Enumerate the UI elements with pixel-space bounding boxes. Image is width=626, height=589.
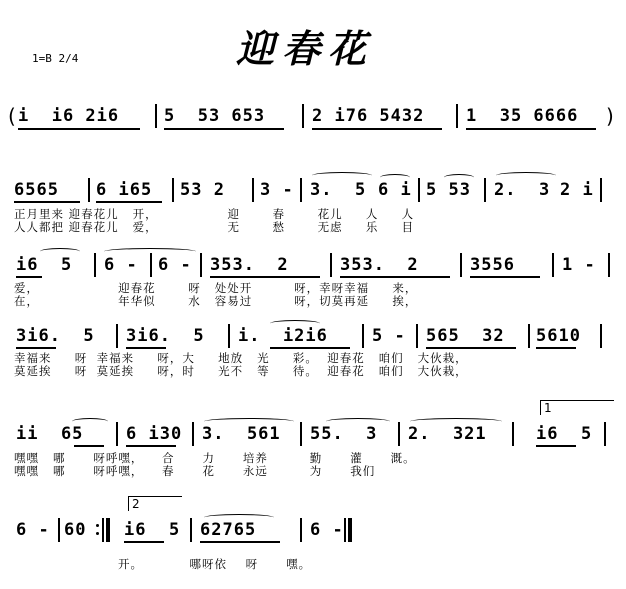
note-group: 353. 2	[210, 255, 289, 275]
note-group: 2 i76 5432	[312, 106, 425, 126]
bar-line	[552, 253, 554, 277]
note-group: 6565	[14, 180, 59, 200]
beam	[18, 128, 140, 130]
slur	[104, 248, 196, 255]
bar-line	[155, 104, 157, 128]
slur	[380, 174, 410, 181]
beam	[16, 276, 42, 278]
bar-line	[172, 178, 174, 202]
bar-line	[94, 253, 96, 277]
note-group: 3. 5	[310, 180, 367, 200]
beam	[74, 445, 104, 447]
lyrics-verse2: 人人都把 迎春花儿 爱， 无 愁 无虑 乐 目	[14, 220, 415, 234]
bar-line	[600, 178, 602, 202]
note-group: 6 -	[16, 520, 50, 540]
bar-line	[344, 518, 346, 542]
note-group: i. i2i6	[238, 326, 328, 346]
note-group: 5 -	[372, 326, 406, 346]
slur	[204, 514, 274, 521]
beam	[312, 128, 442, 130]
note-group: 1 35 6666	[466, 106, 579, 126]
repeat-bar	[106, 518, 110, 542]
beam	[124, 541, 164, 543]
slur	[204, 418, 294, 425]
bar-line	[150, 253, 152, 277]
bar-line	[512, 422, 514, 446]
note-group: ii 65	[16, 424, 84, 444]
bar-line	[102, 518, 104, 542]
bar-line	[200, 253, 202, 277]
beam	[210, 276, 320, 278]
note-group: 2. 3	[494, 180, 551, 200]
beam	[270, 347, 350, 349]
final-bar	[348, 518, 352, 542]
bar-line	[416, 324, 418, 348]
beam	[340, 276, 450, 278]
note-group: 55. 3	[310, 424, 378, 444]
bar-line	[484, 178, 486, 202]
lyrics-verse1: 幸福来 呀 幸福来 呀，大 地放 光 彩。 迎春花 咱们 大伙栽，	[14, 351, 468, 365]
slur	[72, 418, 108, 425]
repeat-dot	[96, 532, 99, 535]
repeat-paren-right: )	[606, 104, 614, 128]
note-group: 6 i30	[126, 424, 183, 444]
note-group: 53 2	[180, 180, 225, 200]
song-title: 迎春花	[236, 26, 375, 71]
note-group: 3556	[470, 255, 515, 275]
bar-line	[600, 324, 602, 348]
note-group: 3i6. 5	[126, 326, 205, 346]
slur	[312, 172, 372, 179]
bar-line	[58, 518, 60, 542]
note-group: 62765	[200, 520, 257, 540]
note-group: 6 -	[158, 255, 192, 275]
note-group: 3i6. 5	[16, 326, 95, 346]
bar-line	[300, 518, 302, 542]
note-group: 565 32	[426, 326, 505, 346]
beam	[126, 445, 176, 447]
note-group: 2. 321	[408, 424, 487, 444]
note-group: i6 5	[536, 424, 593, 444]
bar-line	[300, 178, 302, 202]
bar-line	[418, 178, 420, 202]
note-group: 60	[64, 520, 87, 540]
note-group: 2 i	[560, 180, 594, 200]
note-group: 6 i	[378, 180, 412, 200]
bar-line	[528, 324, 530, 348]
beam	[426, 347, 516, 349]
volta-bracket-2: 2	[128, 496, 182, 511]
beam	[466, 128, 596, 130]
bar-line	[604, 422, 606, 446]
beam	[470, 276, 540, 278]
note-group: 6 -	[310, 520, 344, 540]
repeat-paren-left: (	[8, 104, 16, 128]
bar-line	[190, 518, 192, 542]
bar-line	[228, 324, 230, 348]
note-group: 1 -	[562, 255, 596, 275]
bar-line	[88, 178, 90, 202]
note-group: 3. 561	[202, 424, 281, 444]
volta-bracket-1: 1	[540, 400, 614, 415]
note-group: 5610	[536, 326, 581, 346]
bar-line	[252, 178, 254, 202]
note-group: 5 53 653	[164, 106, 266, 126]
note-group: i6 5	[16, 255, 73, 275]
slur	[410, 418, 502, 425]
slur	[270, 320, 320, 327]
slur	[496, 172, 556, 179]
note-group: i i6 2i6	[18, 106, 120, 126]
key-signature: 1=B 2/4	[32, 52, 79, 65]
note-group: 6 i65	[96, 180, 153, 200]
bar-line	[460, 253, 462, 277]
beam	[96, 201, 162, 203]
slur	[326, 418, 390, 425]
lyrics-verse1: 爱， 迎春花 呀 处处开 呀，幸呀幸福 来，	[14, 281, 418, 295]
note-group: 6 -	[104, 255, 138, 275]
bar-line	[398, 422, 400, 446]
lyrics-verse2: 在， 年华似 水 容易过 呀，切莫再延 挨，	[14, 294, 418, 308]
note-group: 353. 2	[340, 255, 419, 275]
bar-line	[116, 422, 118, 446]
bar-line	[456, 104, 458, 128]
bar-line	[608, 253, 610, 277]
note-group: 5 53	[426, 180, 471, 200]
lyrics-verse2: 嘿嘿 哪 呀呼嘿， 春 花 永远 为 我们	[14, 464, 376, 478]
note-group: 3 -	[260, 180, 294, 200]
beam	[200, 541, 280, 543]
repeat-dot	[96, 524, 99, 527]
beam	[164, 128, 284, 130]
slur	[40, 248, 80, 255]
beam	[126, 347, 166, 349]
bar-line	[192, 422, 194, 446]
beam	[14, 201, 80, 203]
note-group: i6 5	[124, 520, 181, 540]
beam	[16, 347, 56, 349]
bar-line	[362, 324, 364, 348]
bar-line	[116, 324, 118, 348]
lyrics-ending: 开。 哪呀依 呀 嘿。	[118, 557, 312, 571]
bar-line	[330, 253, 332, 277]
bar-line	[300, 422, 302, 446]
bar-line	[302, 104, 304, 128]
slur	[444, 174, 474, 181]
beam	[536, 347, 576, 349]
beam	[536, 445, 576, 447]
lyrics-verse2: 莫延挨 呀 莫延挨 呀，时 光不 等 待。 迎春花 咱们 大伙栽，	[14, 364, 468, 378]
lyrics-verse1: 嘿嘿 哪 呀呼嘿， 合 力 培养 勤 灌 溉。	[14, 451, 416, 465]
lyrics-verse1: 正月里来 迎春花儿 开， 迎 春 花儿 人 人	[14, 207, 415, 221]
